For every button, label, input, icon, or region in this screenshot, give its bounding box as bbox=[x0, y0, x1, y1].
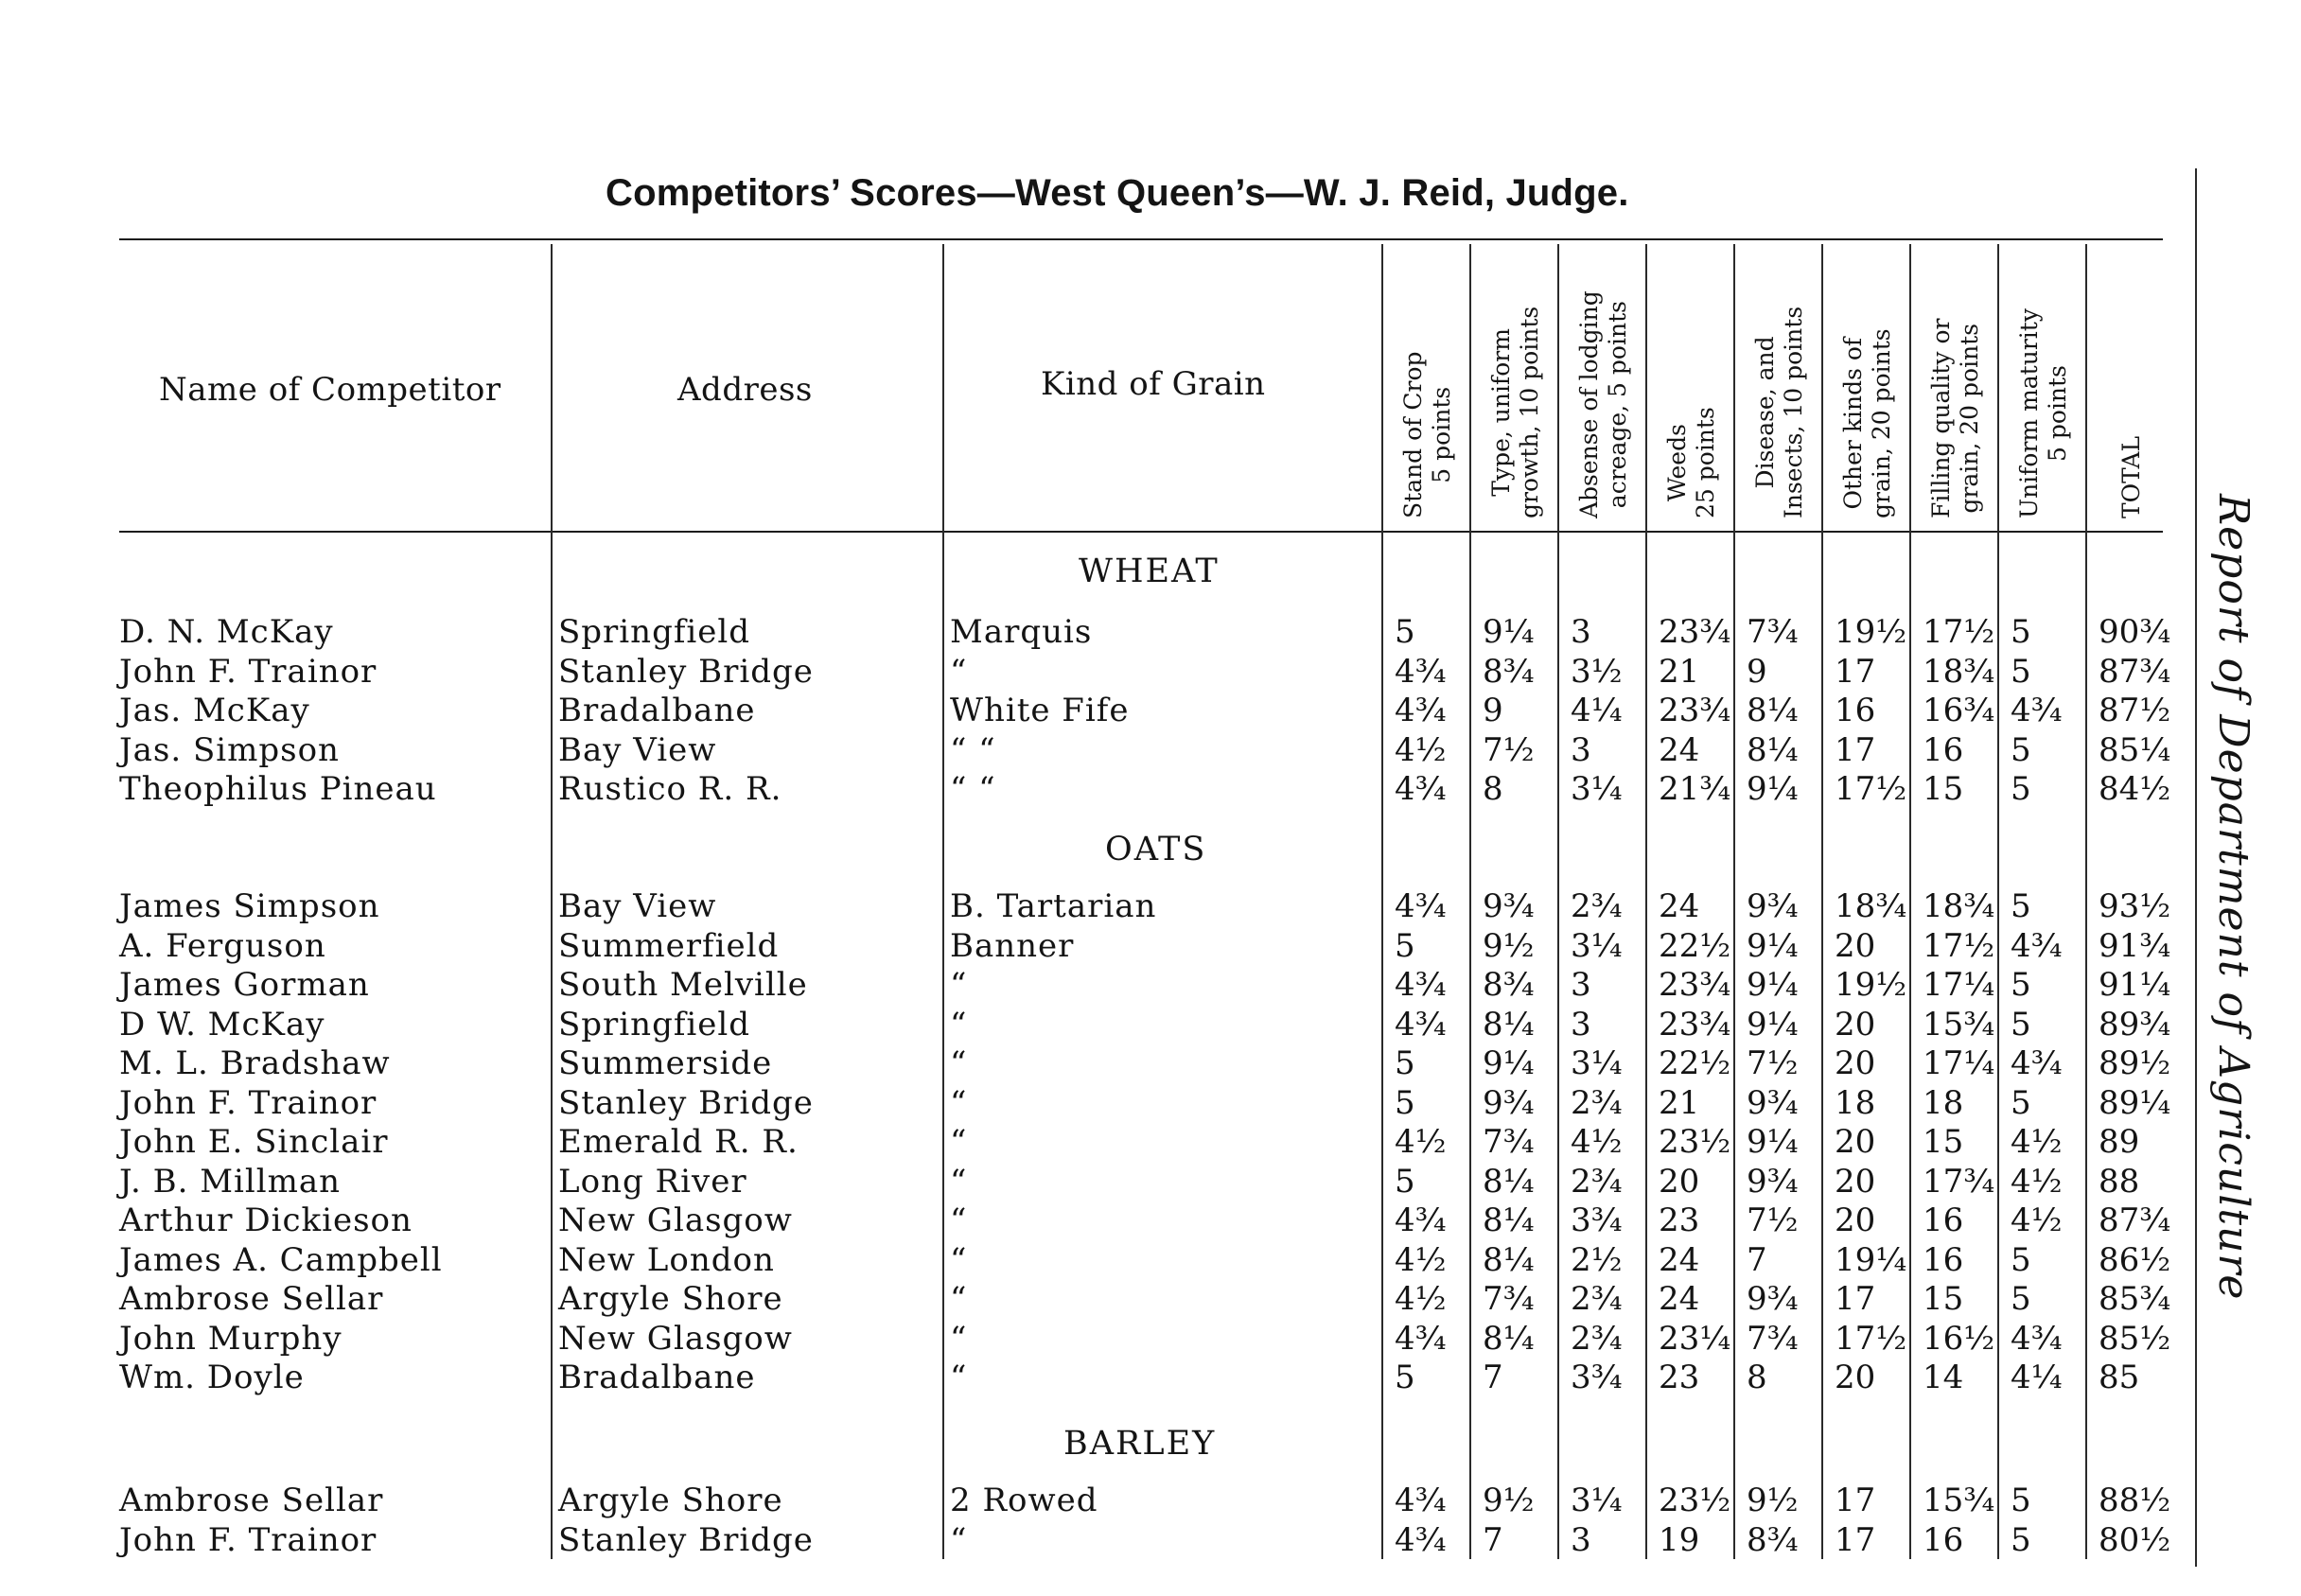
grain-kind: “ bbox=[950, 1240, 968, 1279]
competitor-address: Springfield bbox=[558, 1005, 751, 1044]
score-cell: 19¼ bbox=[1835, 1240, 1907, 1279]
competitor-address: Stanley Bridge bbox=[558, 1083, 814, 1122]
score-cell: 14 bbox=[1923, 1359, 1964, 1396]
score-column-header bbox=[1838, 328, 1895, 519]
score-cell: 5 bbox=[1395, 1359, 1415, 1396]
score-cell: 18¾ bbox=[1923, 887, 1995, 925]
score-cell: 23¾ bbox=[1659, 692, 1731, 729]
score-cell: 4¾ bbox=[2011, 1044, 2063, 1082]
score-cell: 16½ bbox=[1923, 1319, 1995, 1358]
score-column-header-text bbox=[1751, 307, 1808, 518]
score-cell: 18 bbox=[1923, 1083, 1964, 1122]
competitor-name: D. N. McKay bbox=[119, 613, 334, 651]
score-cell: 8¼ bbox=[1483, 1319, 1535, 1358]
score-cell: 23¼ bbox=[1659, 1319, 1731, 1358]
header-line: TOTAL bbox=[2117, 435, 2145, 518]
competitor-address: New Glasgow bbox=[558, 1201, 793, 1239]
score-cell: 3½ bbox=[1571, 652, 1623, 691]
header-bottom-rule bbox=[119, 531, 2163, 533]
score-cell: 19½ bbox=[1835, 966, 1907, 1004]
competitor-address: Long River bbox=[558, 1162, 747, 1201]
grain-kind: B. Tartarian bbox=[950, 887, 1157, 925]
column-divider bbox=[1997, 244, 1999, 1559]
total-score: 90¾ bbox=[2099, 613, 2171, 651]
score-cell: 9¼ bbox=[1747, 1005, 1799, 1044]
grain-kind: “ bbox=[950, 1319, 968, 1358]
score-cell: 5 bbox=[2011, 652, 2031, 691]
competitor-name: Jas. Simpson bbox=[119, 730, 340, 769]
score-column-header bbox=[2014, 308, 2071, 519]
score-cell: 7 bbox=[1483, 1359, 1503, 1396]
score-cell: 7 bbox=[1483, 1520, 1503, 1559]
score-cell: 8 bbox=[1483, 770, 1503, 808]
score-cell: 7¾ bbox=[1747, 1319, 1799, 1358]
score-cell: 5 bbox=[1395, 1162, 1415, 1201]
score-cell: 24 bbox=[1659, 730, 1700, 769]
score-cell: 17¼ bbox=[1923, 966, 1995, 1004]
header-line: grain, 20 points bbox=[1867, 328, 1895, 518]
score-cell: 3¾ bbox=[1571, 1359, 1623, 1396]
score-cell: 5 bbox=[2011, 1482, 2031, 1519]
header-line: Other kinds of bbox=[1838, 337, 1867, 510]
competitor-name: John F. Trainor bbox=[119, 1520, 378, 1559]
column-divider bbox=[1645, 244, 1647, 1559]
score-cell: 19½ bbox=[1835, 613, 1907, 651]
total-score: 85¼ bbox=[2099, 730, 2171, 769]
score-cell: 16¾ bbox=[1923, 692, 1995, 729]
score-cell: 23¾ bbox=[1659, 966, 1731, 1004]
score-cell: 17 bbox=[1835, 730, 1876, 769]
score-cell: 4½ bbox=[1395, 1240, 1447, 1279]
competitor-address: New London bbox=[558, 1240, 775, 1279]
score-cell: 4½ bbox=[1395, 730, 1447, 769]
header-top-rule bbox=[119, 238, 2163, 240]
column-divider bbox=[1469, 244, 1471, 1559]
score-cell: 8¼ bbox=[1747, 730, 1799, 769]
score-cell: 4¾ bbox=[2011, 1319, 2063, 1358]
score-cell: 7¾ bbox=[1747, 613, 1799, 651]
score-cell: 9¼ bbox=[1747, 926, 1799, 965]
competitor-name: James Gorman bbox=[119, 966, 370, 1004]
competitor-name: J. B. Millman bbox=[119, 1162, 342, 1201]
score-cell: 20 bbox=[1835, 1162, 1876, 1201]
score-cell: 22½ bbox=[1659, 1044, 1731, 1082]
score-cell: 3¼ bbox=[1571, 926, 1623, 965]
score-cell: 20 bbox=[1835, 1359, 1876, 1396]
page-title: Competitors’ Scores—West Queen’s—W. J. Reid, Judge. bbox=[606, 172, 1629, 214]
score-cell: 8¾ bbox=[1483, 966, 1535, 1004]
score-cell: 8¼ bbox=[1483, 1240, 1535, 1279]
header-line: 25 points bbox=[1691, 407, 1719, 518]
grain-kind: “ bbox=[950, 1359, 968, 1396]
side-title-text: Report of Department of Agriculture bbox=[2209, 494, 2257, 1301]
score-cell: 2¾ bbox=[1571, 1319, 1623, 1358]
header-line: 5 points bbox=[2043, 365, 2071, 462]
grain-kind: “ bbox=[950, 1005, 968, 1044]
competitor-name: James Simpson bbox=[119, 887, 380, 925]
score-cell: 18¾ bbox=[1835, 887, 1907, 925]
competitor-address: Summerfield bbox=[558, 926, 780, 965]
score-cell: 7¾ bbox=[1483, 1123, 1535, 1161]
grain-kind: “ bbox=[950, 1280, 968, 1318]
score-cell: 4¾ bbox=[2011, 692, 2063, 729]
score-cell: 4¼ bbox=[1571, 692, 1623, 729]
score-cell: 23½ bbox=[1659, 1123, 1731, 1161]
competitor-address: New Glasgow bbox=[558, 1319, 793, 1358]
competitor-name: John F. Trainor bbox=[119, 652, 378, 691]
score-column-header bbox=[1486, 306, 1543, 519]
score-cell: 23½ bbox=[1659, 1482, 1731, 1519]
score-cell: 23 bbox=[1659, 1201, 1700, 1239]
score-column-header-text bbox=[1575, 290, 1632, 518]
score-cell: 7¾ bbox=[1483, 1280, 1535, 1318]
header-line: Filling quality or bbox=[1926, 318, 1955, 518]
score-cell: 5 bbox=[2011, 887, 2031, 925]
score-cell: 4½ bbox=[1395, 1123, 1447, 1161]
score-cell: 8 bbox=[1747, 1359, 1767, 1396]
grain-kind: “ bbox=[950, 1044, 968, 1082]
score-cell: 7 bbox=[1747, 1240, 1767, 1279]
score-cell: 16 bbox=[1923, 1201, 1964, 1239]
score-cell: 19 bbox=[1659, 1520, 1700, 1559]
score-cell: 3¾ bbox=[1571, 1201, 1623, 1239]
competitor-name: Ambrose Sellar bbox=[119, 1482, 384, 1519]
score-cell: 24 bbox=[1659, 1280, 1700, 1318]
score-cell: 15 bbox=[1923, 1280, 1964, 1318]
score-cell: 8¼ bbox=[1747, 692, 1799, 729]
score-cell: 17½ bbox=[1835, 770, 1907, 808]
score-column-header bbox=[1926, 318, 1983, 519]
total-score: 91¾ bbox=[2099, 926, 2171, 965]
header-line: Weeds bbox=[1662, 424, 1691, 502]
score-cell: 17 bbox=[1835, 1280, 1876, 1318]
competitor-address: Rustico R. R. bbox=[558, 770, 782, 808]
score-column-header-text bbox=[1487, 307, 1544, 518]
score-cell: 3¼ bbox=[1571, 1482, 1623, 1519]
score-cell: 3¼ bbox=[1571, 1044, 1623, 1082]
total-score: 84½ bbox=[2099, 770, 2171, 808]
score-cell: 4¾ bbox=[1395, 1319, 1447, 1358]
score-cell: 20 bbox=[1835, 1123, 1876, 1161]
score-cell: 7½ bbox=[1483, 730, 1535, 769]
competitor-address: Summerside bbox=[558, 1044, 773, 1082]
header-address: Address bbox=[677, 371, 813, 409]
score-cell: 9¼ bbox=[1483, 613, 1535, 651]
header-line: Stand of Crop bbox=[1398, 351, 1427, 518]
score-cell: 4½ bbox=[2011, 1162, 2063, 1201]
score-cell: 23 bbox=[1659, 1359, 1700, 1396]
score-cell: 20 bbox=[1835, 1201, 1876, 1239]
grain-kind: “ bbox=[950, 1083, 968, 1122]
score-cell: 9¼ bbox=[1747, 966, 1799, 1004]
header-line: Type, uniform bbox=[1486, 328, 1515, 497]
score-cell: 2¾ bbox=[1571, 1162, 1623, 1201]
score-cell: 9¾ bbox=[1483, 1083, 1535, 1122]
score-cell: 2¾ bbox=[1571, 1280, 1623, 1318]
score-column-header bbox=[1398, 351, 1455, 519]
competitor-name: Arthur Dickieson bbox=[119, 1201, 413, 1239]
score-cell: 5 bbox=[2011, 730, 2031, 769]
score-cell: 9½ bbox=[1747, 1482, 1799, 1519]
grain-kind: “ bbox=[950, 966, 968, 1004]
total-score: 85¾ bbox=[2099, 1280, 2171, 1318]
score-cell: 16 bbox=[1923, 1240, 1964, 1279]
column-divider bbox=[1821, 244, 1823, 1559]
competitor-address: Argyle Shore bbox=[558, 1280, 783, 1318]
column-divider bbox=[1733, 244, 1735, 1559]
score-cell: 3 bbox=[1571, 966, 1591, 1004]
total-score: 93½ bbox=[2099, 887, 2171, 925]
score-cell: 17 bbox=[1835, 1482, 1876, 1519]
header-line: Uniform maturity bbox=[2014, 308, 2043, 518]
total-score: 88 bbox=[2099, 1162, 2140, 1201]
score-cell: 3¼ bbox=[1571, 770, 1623, 808]
score-cell: 7½ bbox=[1747, 1044, 1799, 1082]
header-grain: Kind of Grain bbox=[1041, 365, 1266, 403]
total-score: 89¾ bbox=[2099, 1005, 2171, 1044]
score-cell: 17½ bbox=[1923, 926, 1995, 965]
grain-kind: “ “ bbox=[950, 770, 996, 808]
score-cell: 4½ bbox=[1395, 1280, 1447, 1318]
score-cell: 4¾ bbox=[1395, 1482, 1447, 1519]
score-column-header-text bbox=[1663, 407, 1720, 518]
score-cell: 21¾ bbox=[1659, 770, 1731, 808]
score-cell: 9¾ bbox=[1747, 1083, 1799, 1122]
column-divider bbox=[942, 244, 944, 1559]
page-edge-rule bbox=[2195, 168, 2197, 1567]
score-cell: 8¼ bbox=[1483, 1201, 1535, 1239]
score-cell: 9½ bbox=[1483, 1482, 1535, 1519]
score-cell: 4¾ bbox=[1395, 692, 1447, 729]
score-cell: 5 bbox=[1395, 613, 1415, 651]
score-cell: 5 bbox=[2011, 1280, 2031, 1318]
competitor-name: John E. Sinclair bbox=[119, 1123, 389, 1161]
score-cell: 2¾ bbox=[1571, 887, 1623, 925]
grain-kind: White Fife bbox=[950, 692, 1130, 729]
score-cell: 8¼ bbox=[1483, 1162, 1535, 1201]
score-cell: 4¾ bbox=[1395, 1005, 1447, 1044]
grain-kind: Banner bbox=[950, 926, 1075, 965]
score-cell: 5 bbox=[1395, 1083, 1415, 1122]
score-column-header bbox=[1750, 306, 1807, 519]
section-heading: OATS bbox=[1105, 831, 1207, 868]
competitor-address: Bay View bbox=[558, 730, 717, 769]
score-cell: 20 bbox=[1835, 926, 1876, 965]
score-column-header-text bbox=[1927, 319, 1984, 519]
competitor-address: Stanley Bridge bbox=[558, 1520, 814, 1559]
score-cell: 23¾ bbox=[1659, 613, 1731, 651]
score-cell: 9¼ bbox=[1747, 1123, 1799, 1161]
score-cell: 21 bbox=[1659, 1083, 1700, 1122]
competitor-name: Jas. McKay bbox=[119, 692, 310, 729]
total-score: 87½ bbox=[2099, 692, 2171, 729]
grain-kind: Marquis bbox=[950, 613, 1093, 651]
score-cell: 9¾ bbox=[1747, 1280, 1799, 1318]
score-cell: 9 bbox=[1483, 692, 1503, 729]
score-cell: 15¾ bbox=[1923, 1482, 1995, 1519]
score-cell: 4¾ bbox=[1395, 1201, 1447, 1239]
competitor-name: Theophilus Pineau bbox=[119, 770, 437, 808]
score-cell: 15 bbox=[1923, 1123, 1964, 1161]
score-cell: 4½ bbox=[1571, 1123, 1623, 1161]
score-cell: 4¾ bbox=[2011, 926, 2063, 965]
score-cell: 4¾ bbox=[1395, 966, 1447, 1004]
score-cell: 17½ bbox=[1835, 1319, 1907, 1358]
score-cell: 3 bbox=[1571, 613, 1591, 651]
competitor-address: South Melville bbox=[558, 966, 808, 1004]
score-cell: 16 bbox=[1923, 730, 1964, 769]
header-line: growth, 10 points bbox=[1515, 306, 1543, 518]
competitor-address: Bradalbane bbox=[558, 692, 756, 729]
score-cell: 20 bbox=[1835, 1044, 1876, 1082]
score-cell: 20 bbox=[1659, 1162, 1700, 1201]
score-cell: 5 bbox=[2011, 1520, 2031, 1559]
score-column-header bbox=[1662, 407, 1719, 519]
score-cell: 17¼ bbox=[1923, 1044, 1995, 1082]
competitor-address: Bay View bbox=[558, 887, 717, 925]
competitor-name: M. L. Bradshaw bbox=[119, 1044, 391, 1082]
score-column-header-text bbox=[2015, 308, 2072, 518]
competitor-address: Argyle Shore bbox=[558, 1482, 783, 1519]
header-line: grain, 20 points bbox=[1955, 323, 1983, 514]
score-cell: 5 bbox=[2011, 1005, 2031, 1044]
score-cell: 3 bbox=[1571, 1520, 1591, 1559]
score-cell: 5 bbox=[2011, 1083, 2031, 1122]
header-line: 5 points bbox=[1427, 386, 1455, 483]
score-cell: 16 bbox=[1923, 1520, 1964, 1559]
total-score: 87¾ bbox=[2099, 652, 2171, 691]
score-cell: 5 bbox=[2011, 770, 2031, 808]
header-line: Insects, 10 points bbox=[1779, 306, 1807, 518]
total-score: 89 bbox=[2099, 1123, 2140, 1161]
total-score: 89¼ bbox=[2099, 1083, 2171, 1122]
score-cell: 3 bbox=[1571, 730, 1591, 769]
score-column-header bbox=[2117, 435, 2145, 519]
grain-kind: “ bbox=[950, 1123, 968, 1161]
competitor-name: D W. McKay bbox=[119, 1005, 325, 1044]
grain-kind: “ “ bbox=[950, 730, 996, 769]
score-cell: 4¾ bbox=[1395, 1520, 1447, 1559]
score-cell: 8¾ bbox=[1747, 1520, 1799, 1559]
score-cell: 17½ bbox=[1923, 613, 1995, 651]
score-cell: 4¾ bbox=[1395, 770, 1447, 808]
score-column-header-text bbox=[1839, 328, 1896, 518]
score-cell: 4½ bbox=[2011, 1123, 2063, 1161]
competitor-address: Springfield bbox=[558, 613, 751, 651]
score-cell: 17¾ bbox=[1923, 1162, 1995, 1201]
score-cell: 7½ bbox=[1747, 1201, 1799, 1239]
competitor-name: A. Ferguson bbox=[119, 926, 326, 965]
competitor-name: James A. Campbell bbox=[119, 1240, 443, 1279]
column-divider bbox=[2085, 244, 2087, 1559]
score-cell: 9¼ bbox=[1483, 1044, 1535, 1082]
competitor-name: Ambrose Sellar bbox=[119, 1280, 384, 1318]
score-cell: 4¾ bbox=[1395, 652, 1447, 691]
total-score: 88½ bbox=[2099, 1482, 2171, 1519]
total-score: 85 bbox=[2099, 1359, 2140, 1396]
competitor-name: John F. Trainor bbox=[119, 1083, 378, 1122]
score-cell: 24 bbox=[1659, 1240, 1700, 1279]
header-line: Absense of lodging bbox=[1574, 290, 1603, 518]
column-divider bbox=[551, 244, 553, 1559]
total-score: 91¼ bbox=[2099, 966, 2171, 1004]
column-divider bbox=[1557, 244, 1559, 1559]
score-cell: 17 bbox=[1835, 1520, 1876, 1559]
total-score: 87¾ bbox=[2099, 1201, 2171, 1239]
score-column-header-text bbox=[1399, 351, 1456, 518]
score-cell: 9½ bbox=[1483, 926, 1535, 965]
total-score: 85½ bbox=[2099, 1319, 2171, 1358]
grain-kind: “ bbox=[950, 1201, 968, 1239]
total-score: 80½ bbox=[2099, 1520, 2171, 1559]
score-cell: 17 bbox=[1835, 652, 1876, 691]
score-cell: 8¾ bbox=[1483, 652, 1535, 691]
total-score: 86½ bbox=[2099, 1240, 2171, 1279]
score-cell: 9¾ bbox=[1747, 887, 1799, 925]
score-cell: 23¾ bbox=[1659, 1005, 1731, 1044]
score-cell: 15¾ bbox=[1923, 1005, 1995, 1044]
score-cell: 4¾ bbox=[1395, 887, 1447, 925]
score-cell: 22½ bbox=[1659, 926, 1731, 965]
score-cell: 24 bbox=[1659, 887, 1700, 925]
score-cell: 20 bbox=[1835, 1005, 1876, 1044]
competitor-address: Emerald R. R. bbox=[558, 1123, 799, 1161]
score-cell: 9 bbox=[1747, 652, 1767, 691]
score-cell: 2¾ bbox=[1571, 1083, 1623, 1122]
score-cell: 9¾ bbox=[1483, 887, 1535, 925]
score-column-header-text bbox=[2117, 436, 2146, 518]
score-cell: 16 bbox=[1835, 692, 1876, 729]
header-name: Name of Competitor bbox=[159, 371, 501, 409]
score-cell: 18 bbox=[1835, 1083, 1876, 1122]
score-column-header bbox=[1574, 290, 1631, 519]
score-cell: 4½ bbox=[2011, 1201, 2063, 1239]
score-cell: 5 bbox=[2011, 1240, 2031, 1279]
grain-kind: “ bbox=[950, 1162, 968, 1201]
score-cell: 5 bbox=[1395, 1044, 1415, 1082]
score-cell: 18¾ bbox=[1923, 652, 1995, 691]
section-heading: WHEAT bbox=[1079, 552, 1220, 590]
score-cell: 4¼ bbox=[2011, 1359, 2063, 1396]
header-line: Disease, and bbox=[1750, 336, 1779, 489]
score-cell: 2½ bbox=[1571, 1240, 1623, 1279]
competitor-name: John Murphy bbox=[119, 1319, 343, 1358]
score-cell: 9¼ bbox=[1747, 770, 1799, 808]
score-cell: 21 bbox=[1659, 652, 1700, 691]
competitor-address: Bradalbane bbox=[558, 1359, 756, 1396]
score-cell: 3 bbox=[1571, 1005, 1591, 1044]
score-cell: 9¾ bbox=[1747, 1162, 1799, 1201]
column-divider bbox=[1381, 244, 1383, 1559]
score-cell: 8¼ bbox=[1483, 1005, 1535, 1044]
score-cell: 5 bbox=[2011, 966, 2031, 1004]
grain-kind: “ bbox=[950, 1520, 968, 1559]
competitor-name: Wm. Doyle bbox=[119, 1359, 305, 1396]
grain-kind: 2 Rowed bbox=[950, 1482, 1098, 1519]
competitor-address: Stanley Bridge bbox=[558, 652, 814, 691]
side-title bbox=[2209, 494, 2258, 1301]
grain-kind: “ bbox=[950, 652, 968, 691]
header-line: acreage, 5 points bbox=[1603, 301, 1631, 509]
score-cell: 15 bbox=[1923, 770, 1964, 808]
section-heading: BARLEY bbox=[1063, 1425, 1217, 1463]
score-cell: 5 bbox=[1395, 926, 1415, 965]
score-cell: 5 bbox=[2011, 613, 2031, 651]
column-divider bbox=[1909, 244, 1911, 1559]
total-score: 89½ bbox=[2099, 1044, 2171, 1082]
